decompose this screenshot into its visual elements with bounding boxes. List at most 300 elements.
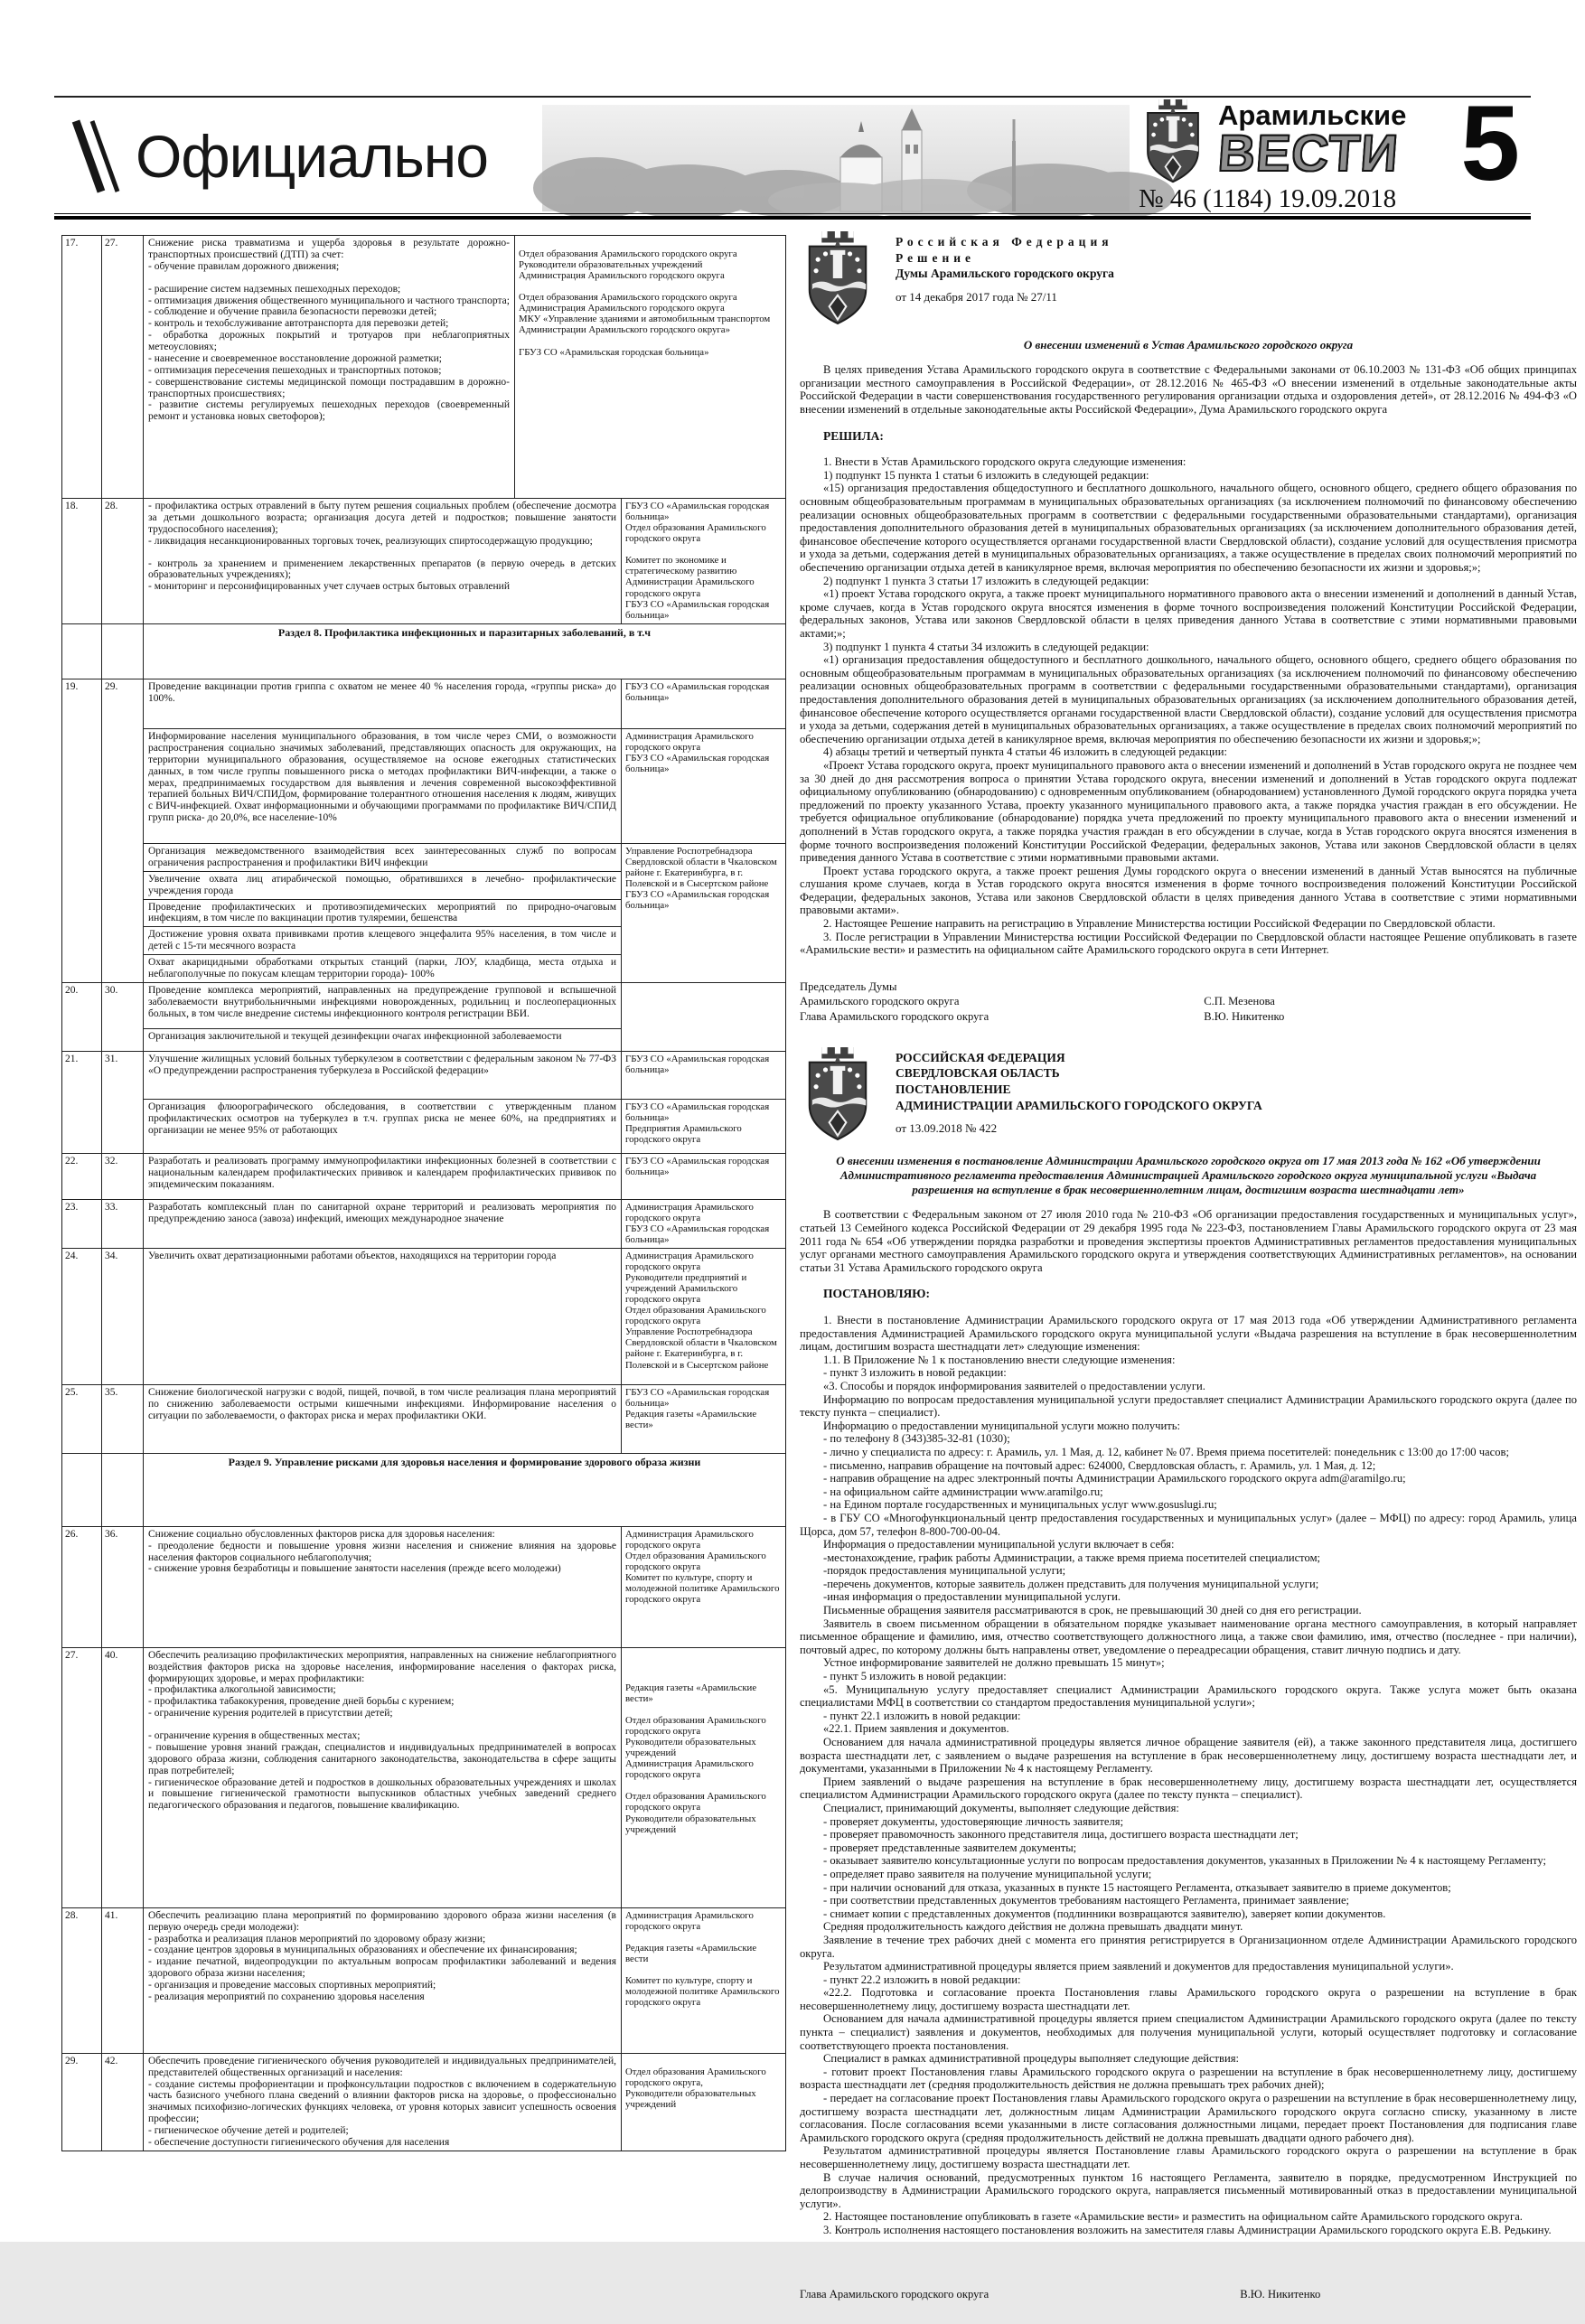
responsible-cell <box>621 1908 785 2053</box>
measure-cell <box>144 1200 621 1248</box>
document-paragraph: - пункт 22.1 изложить в новой редакции: <box>823 1709 1021 1722</box>
document-paragraph: «1) организация предоставления общедоступного и бесплатного дошкольного, начального общего, основного общего, среднего общего образования по основным общеобразовательным программам в муниципальных образовательных организациях (за исключением полномочий по финансовому обеспечению реализации основных общеобразовательных программ в соответствии с федеральными государственными образовательными стандартами), организация предоставления дополнительного образования детей в муниципальных образовательных организациях (за исключением дополнительного образования детей, финансовое обеспечение которого осуществляется органами государственной власти Свердловской области), создание условий для осуществления присмотра и ухода за детьми, содержания детей в муниципальных образовательных организациях, а также осуществление в пределах своих полномочий мероприятий по обеспечению организации отдыха детей в каникулярное время, включая мероприятия по обеспечению безопасности их жизни и здоровья;»; <box>800 653 1577 745</box>
document-paragraph: Информацию о предоставлении муниципальной услуги можно получить: <box>823 1419 1180 1432</box>
measure-line: - профилактика острых отравлений в быту путем решения социальных проблем (обеспечение досмотра за детьми дошкольного возраста; организация досуга детей и подростков; повышение занятости трудоспособного населения); <box>148 501 616 535</box>
coat-of-arms-icon <box>800 231 876 325</box>
measure-line: - обеспечение доступности гигиенического обучения для населения <box>148 2136 450 2148</box>
measure-cell-group <box>144 679 621 729</box>
responsible-line <box>625 1964 782 1975</box>
signature-row <box>800 2288 1577 2301</box>
measure-line: - преодоление бедности и повышение уровня жизни населения и снижение влияния на здоровье населения факторов социального неблагополучия; <box>148 1540 616 1563</box>
responsible-line: МКУ «Управление зданиями и автомобильным транспортом Администрации Арамильского городского округа» <box>519 314 771 336</box>
responsible-line: ГБУЗ СО «Арамильская городская больница» <box>625 753 770 775</box>
document-paragraph: - при соответствии представленных документов требованиям настоящего Регламента, принимает заявление; <box>823 1894 1350 1907</box>
row-number-cell: 27. <box>102 236 144 498</box>
responsible-line: Редакция газеты «Арамильские вести» <box>625 1408 757 1430</box>
document-title: О внесении изменений в Устав Арамильского городского округа <box>1023 338 1354 351</box>
responsible-line: ГБУЗ СО «Арамильская городская больница» <box>625 889 770 912</box>
responsible-line <box>625 1650 782 1661</box>
document-paragraph: - письменно, направив обращение на почтовый адрес: 624000, Свердловская область, г. Арамиль, ул. 1 Мая, д. 12; <box>823 1458 1376 1472</box>
signature-position: Председатель Думы <box>800 979 897 993</box>
measure-line: Информирование населения муниципального образования, в том числе через СМИ, о возможности распространения социально значимых заболеваний, представляющих опасность для окружающих, на территории муниципального образования, осуществляемое на основе ежегодных статистических данных, в том числе группы повышенного риска о методах профилактики ВИЧ-инфекции, а также о мерах, предпринимаемых государством для выявления и лечения современной высокоэффективной терапией больных ВИЧ/СПИДом, формирование толерантного отношения населения к людям, живущих с ВИЧ-инфекцией. Охват информационными и обучающими программами по профилактике ВИЧ/СПИД групп риска- до 20,0%, все население-10% <box>148 731 616 824</box>
signature-row <box>800 1010 1577 1024</box>
responsible-line <box>519 281 782 292</box>
responsible-line: Отдел образования Арамильского городского округа <box>519 292 737 304</box>
document-paragraph: - на официальном сайте администрации www.aramilgo.ru; <box>823 1485 1103 1498</box>
row-number-cell: 29. <box>62 2054 102 2151</box>
row-number-cell: 21. <box>62 1052 102 1100</box>
document-paragraph: - проверяет документы, удостоверяющие личность заявителя; <box>823 1814 1124 1828</box>
table-row <box>62 729 785 844</box>
responsible-line: Руководители образовательных учреждений <box>519 259 703 271</box>
row-number-cell: 34. <box>102 1249 144 1384</box>
measure-cell <box>144 1100 621 1153</box>
measure-line: - мониторинг и персонифицированных учет случаев острых бытовых отравлений <box>148 581 510 593</box>
document-paragraph: 2. Настоящее Решение направить на регистрацию в Управление Министерства юстиции Российской Федерации по Свердловской области. <box>823 917 1496 931</box>
row-number-cell: 31. <box>102 1052 144 1100</box>
responsible-cell <box>621 1648 785 1907</box>
row-number-cell <box>102 844 144 982</box>
responsible-line: Руководители образовательных учреждений <box>625 1737 756 1759</box>
coat-of-arms-icon <box>1139 99 1209 186</box>
responsible-cell <box>621 1527 785 1647</box>
document-header-line: Думы Арамильского городского округа <box>896 267 1114 281</box>
responsible-line: Редакция газеты «Арамильские вести <box>625 1942 757 1964</box>
document-body <box>800 363 1577 957</box>
responsible-cell <box>621 1200 785 1248</box>
document-header-line: СВЕРДЛОВСКАЯ ОБЛАСТЬ <box>896 1066 1060 1081</box>
measure-line: - обработка дорожных покрытий и тротуаров при неблагоприятных метеоусловиях; <box>148 330 510 352</box>
newspaper-logo <box>1139 99 1406 186</box>
section-title: Раздел 9. Управление рисками для здоровья населения и формирование здорового образа жизни <box>228 1455 701 1468</box>
document-paragraph: - пункт 5 изложить в новой редакции: <box>823 1670 1007 1683</box>
measure-line <box>148 548 616 558</box>
measure-line: - гигиеническое обучение детей и родителей; <box>148 2125 349 2136</box>
masthead-rule-thin <box>54 213 1531 214</box>
responsible-line <box>625 1672 782 1682</box>
measure-cell <box>144 679 621 729</box>
responsible-line: Редакция газеты «Арамильские вести» <box>625 1682 757 1704</box>
document-paragraph: - в ГБУ СО «Многофункциональный центр предоставления государственных и муниципальных услуг» (далее – МФЦ) по адресу: город Арамиль, улица Щорса, дом 57, телефон 8-800-700-00-04. <box>800 1511 1577 1538</box>
document-header <box>800 1047 1577 1141</box>
table-row <box>62 1051 785 1100</box>
measure-line: - оптимизация пересечения пешеходных и транспортных потоков; <box>148 364 442 376</box>
document-paragraph: «5. Муниципальную услугу предоставляет специалист Администрации Арамильского городского округа. Также услуга может быть оказана специалистами МФЦ в соответствии со стандартом предоставления муниципальной услуги»; <box>800 1682 1577 1710</box>
document-header-line: Решение <box>896 250 975 265</box>
document-paragraph: «3. Способы и порядок информирования заявителей о предоставлении услуги. <box>823 1379 1205 1392</box>
signature-position: Глава Арамильского городского округа <box>800 1010 989 1024</box>
document-paragraph: - проверяет правомочность законного представителя лица, достигшего возраста шестнадцати лет; <box>823 1828 1299 1841</box>
measure-line: Разработать и реализовать программу иммунопрофилактики инфекционных болезней в соответствии с национальным календарем профилактических прививок и календарем профилактических прививок по эпидемическим показаниям. <box>148 1155 616 1190</box>
responsible-line: Отдел образования Арамильского городского округа <box>625 1791 766 1813</box>
row-number-cell: 26. <box>62 1527 102 1647</box>
responsible-line: Отдел образования Арамильского городского округа <box>625 1714 766 1737</box>
section-title: Раздел 8. Профилактика инфекционных и паразитарных заболеваний, в т.ч <box>277 626 652 639</box>
row-number-cell: 27. <box>62 1648 102 1907</box>
document-paragraph: Заявление в течение трех рабочих дней с момента его принятия регистрируется в Организационном отделе Администрации Арамильского городского округа. <box>800 1933 1577 1960</box>
measure-line: Достижение уровня охвата прививками против клещевого энцефалита 95% населения, в том числе и детей с 15-ти месячного возраста <box>148 929 616 952</box>
responsible-line: ГБУЗ СО «Арамильская городская больница» <box>519 346 709 358</box>
measure-cell-group <box>144 843 621 982</box>
row-number-cell <box>62 1454 102 1526</box>
document-paragraph: 1) подпункт 15 пункта 1 статьи 6 изложить в следующей редакции: <box>823 468 1149 482</box>
document-paragraph: -местонахождение, график работы Администрации, а также время приема посетителей специалистом; <box>823 1551 1321 1564</box>
document-paragraph: Специалист в рамках административной процедуры выполняет следующие действия: <box>823 2052 1240 2066</box>
measure-cell <box>144 927 621 955</box>
measure-line: Проведение профилактических и противоэпидемических мероприятий по природно-очаговым инфекциям, в том числе по вакцинации против туляремии, бешенства <box>148 901 616 924</box>
measure-cell <box>144 1527 621 1647</box>
signature-position: Арамильского городского округа <box>800 995 960 1008</box>
masthead-rule-thick <box>54 216 1531 220</box>
responsible-line: Администрация Арамильского городского округа <box>625 1528 754 1551</box>
document-paragraph: 2) подпункт 1 пункта 3 статьи 17 изложить в следующей редакции: <box>823 574 1149 587</box>
measure-cell-group <box>144 1052 621 1100</box>
document-paragraph: Результатом административной процедуры является прием заявлений и документов для предоставления муниципальной услуги». <box>823 1960 1454 1973</box>
measure-cell <box>144 1154 621 1199</box>
measure-line: - контроль за хранением и применением лекарственных препаратов (в первую очередь в детских образовательных учреждениях); <box>148 558 616 581</box>
table-row <box>62 1153 785 1199</box>
measure-line: - оптимизация движения общественного муниципального и частного транспорта; <box>148 295 510 306</box>
document-paragraph: 2. Настоящее постановление опубликовать в газете «Арамильские вести» и разместить на официальном сайте Арамильского городского округа. <box>823 2210 1523 2224</box>
measure-line: - профилактика алкогольной зависимости; <box>148 1684 336 1696</box>
row-number-cell: 23. <box>62 1200 102 1248</box>
town-photo <box>542 105 1130 211</box>
measure-line <box>148 273 510 284</box>
document-paragraph: Устное информирование заявителей не должно превышать 15 минут»; <box>823 1656 1165 1670</box>
measure-line: Организация межведомственного взаимодействия всех заинтересованных служб по вопросам ограничения распространения и профилактики ВИЧ инфекции <box>148 846 616 868</box>
document-paragraph: 3. После регистрации в Управлении Министерства юстиции Российской Федерации по Свердловской области настоящее Решение опубликовать в газете «Арамильские вести» и разместить на официальном сайте Арамильского городского округа в сети Интернет. <box>800 930 1577 957</box>
document-date: от 13.09.2018 № 422 <box>896 1121 998 1136</box>
responsible-line: Руководители образовательных учреждений <box>625 1813 756 1835</box>
row-number-cell: 19. <box>62 679 102 729</box>
measure-line: - расширение систем надземных пешеходных переходов; <box>148 283 401 295</box>
document-paragraph: Основанием для начала административной процедуры является прием специалистом Администрации Арамильского городского округа (далее по тексту пункта – специалист) заявления и документов, необходимых для получения муниципальной услуги, который осуществляет подготовку и согласование соответствующего проекта постановления. <box>800 2012 1577 2052</box>
document-paragraph: - проверяет представленные заявителем документы; <box>823 1841 1077 1854</box>
responsible-cell <box>621 1249 785 1384</box>
document-paragraph: Средняя продолжительность каждого действия не должна превышать двадцати минут. <box>823 1920 1243 1934</box>
responsible-cell <box>621 728 785 844</box>
document-paragraph: - передает на согласование проект Постановления главы Арамильского городского округа о разрешении на вступление в брак несовершеннолетнему лицу, достигшему возраста шестнадцати лет, должностным лицам Администрации Арамильского городского округа согласно списку, указанному в листе согласования. После согласования всеми указанными в листе согласования должностными лицами, передает проект Постановления для подписания главе Арамильского городского округа (средняя продолжительность действий не должна превышать двадцати одного рабочего дня). <box>800 2092 1577 2144</box>
measure-line: - развитие системы регулируемых пешеходных переходов (своевременный ремонт и установка новых светофоров); <box>148 399 510 423</box>
document-date: от 14 декабря 2017 года № 27/11 <box>896 289 1057 304</box>
responsible-line: Отдел образования Арамильского городского округа, <box>625 2066 766 2088</box>
document-paragraph: 1. Внести в постановление Администрации Арамильского городского округа от 17 мая 2013 года «Об утверждении Административного регламента предоставления Администрацией Арамильского городского округа муниципальной услуги «Выдача разрешения на вступление в брак несовершеннолетним лицам, достигшим возраста шестнадцати лет» следующие изменения: <box>800 1314 1577 1354</box>
document-paragraph: - по телефону 8 (343)385-32-81 (1030); <box>823 1432 1010 1446</box>
responsible-line <box>625 544 782 555</box>
signature-row <box>800 995 1577 1008</box>
responsible-line: Отдел образования Арамильского городского округа <box>519 248 737 259</box>
measure-cell <box>144 1029 621 1051</box>
measure-cell <box>144 844 621 872</box>
responsible-line: Руководители предприятий и учреждений Арамильского городского округа <box>625 1271 747 1306</box>
measure-line: - разработка и реализация планов мероприятий по здоровому образу жизни; <box>148 1933 486 1944</box>
responsible-line: Администрация Арамильского городского округа <box>625 1201 754 1223</box>
responsible-line: ГБУЗ СО «Арамильская городская больница» <box>625 501 770 523</box>
measure-cell <box>144 1052 621 1100</box>
responsible-line <box>625 1661 782 1672</box>
document-paragraph: Прием заявлений о выдаче разрешения на вступление в брак несовершеннолетнему лицу, достигшему возраста шестнадцати лет, осуществляется специалистом Администрации Арамильского городского округа (далее по тексту пункта – специалист). <box>800 1775 1577 1802</box>
measure-cell <box>144 983 621 1029</box>
document-paragraph: Основанием для начала административной процедуры является личное обращение заявителя (ей), а также законного представителя лица, достигшего возраста шестнадцати лет, с заявлением о выдаче разрешения на вступление в брак несовершеннолетнему лицу, достигшему возраста шестнадцати лет, и документами, указанными в Приложении № 4 к настоящему Регламенту. <box>800 1736 1577 1776</box>
table-row <box>62 1907 785 2053</box>
issue-number: № 46 (1184) 19.09.2018 <box>1139 184 1397 213</box>
program-table <box>61 235 786 2151</box>
measure-line: Обеспечить реализацию профилактических мероприятия, направленных на снижение неблагоприятного воздействия факторов риска на здоровье населения, информирование населения о факторах риска, формирующих здоровье, и мерах профилактики: <box>148 1649 616 1684</box>
measure-line: - ликвидация несанкционированных торговых точек, реализующих спиртосодержащую продукцию; <box>148 535 593 547</box>
measure-line: - создание центров здоровья в муниципальных образованиях и обеспечение их финансирования; <box>148 1944 577 1956</box>
document-paragraph: В целях приведения Устава Арамильского городского округа в соответствие с Федеральными законами от 06.10.2003 № 131-ФЗ «Об общих принципах организации местного самоуправления в Российской Федерации», от 28.12.2016 № 465-ФЗ «О внесении изменений в отдельные законодательные акты Российской Федерации в части совершенствования государственного регулирования организации отдыха и оздоровления детей», от 28.12.2016 № 494-ФЗ «О внесении изменений в отдельные законодательные акты Российской Федерации», Дума Арамильского городского округа <box>800 363 1577 417</box>
measure-cell-group <box>144 236 514 498</box>
responsible-line <box>625 1704 782 1715</box>
document-paragraph: - лично у специалиста по адресу: г. Арамиль, ул. 1 Мая, д. 12, кабинет № 07. Время приема посетителей: понедельник с 13:00 до 17:00 часов; <box>823 1445 1509 1458</box>
responsible-line: Управление Роспотребнадзора Свердловской области в Чкаловском районе г. Екатеринбурга, в г. Полевской и в Сысертском районе <box>625 1326 777 1371</box>
row-number-cell: 33. <box>102 1200 144 1248</box>
measure-line <box>148 1720 616 1730</box>
responsible-line: Администрация Арамильского городского округа <box>625 1250 754 1272</box>
table-row <box>62 1100 785 1153</box>
document-paragraph: -иная информация о предоставлении муниципальной услуги. <box>823 1590 1121 1604</box>
responsible-line: Администрация Арамильского городского округа <box>519 303 725 314</box>
responsible-cell <box>621 2054 785 2151</box>
table-row <box>62 2053 785 2151</box>
row-number-cell <box>62 624 102 679</box>
document-paragraph: Специалист, принимающий документы, выполняет следующие действия: <box>823 1801 1179 1814</box>
measure-cell <box>144 872 621 900</box>
document-paragraph: - оказывает заявителю консультационные услуги по вопросам предоставления документов, указанных в Приложении № 4 к настоящему Регламенту; <box>823 1854 1546 1868</box>
document-paragraph: - определяет право заявителя на получение муниципальной услуги; <box>823 1867 1152 1880</box>
measure-cell-group <box>144 1200 621 1248</box>
measure-line: - контроль и техобслуживание автотранспорта для перевозки детей; <box>148 318 449 330</box>
signature-name: В.Ю. Никитенко <box>1204 1010 1285 1024</box>
document-paragraph: В соответствии с Федеральным законом от 27 июля 2010 года № 210-ФЗ «Об организации предоставления государственных и муниципальных услуг», статьей 13 Семейного кодекса Российской Федерации от 29 декабря 1995 года № 223-ФЗ, постановлением Главы Арамильского городского округа от 23 мая 2011 года № 654 «Об утверждении порядка разработки и проведения экспертизы проектов Административных регламентов предоставления муниципальных услуг органами местного самоуправления Арамильского городского округа и утверждения соответствующих Административных регламентов», на основании статьи 31 Устава Арамильского городского округа <box>800 1208 1577 1274</box>
responsible-line: ГБУЗ СО «Арамильская городская больница» <box>625 1386 770 1409</box>
measure-line: - реализация мероприятий по сохранению здоровья населения <box>148 1991 425 2002</box>
responsible-line: ГБУЗ СО «Арамильская городская больница» <box>625 1101 770 1123</box>
paper-name-main: ВЕСТИ <box>1215 125 1401 183</box>
measure-cell <box>144 1648 621 1907</box>
measure-cell-group <box>144 1385 621 1453</box>
row-number-cell: 25. <box>62 1385 102 1453</box>
signature-name: С.П. Мезенова <box>1204 995 1275 1008</box>
measure-cell-group <box>144 1648 621 1907</box>
measure-line: Увеличение охвата лиц атирабической помощью, обратившихся в лечебно- профилактические учреждения города <box>148 873 616 896</box>
table-row <box>62 1384 785 1453</box>
document-paragraph: «15) организация предоставления общедоступного и бесплатного дошкольного, начального общего, основного общего, среднего общего образования по основным общеобразовательным программам в муниципальных образовательных организациях (за исключением полномочий по финансовому обеспечению реализации основных общеобразовательных программ в соответствии с федеральными государственными образовательными стандартами), организация предоставления дополнительного образования детей в муниципальных образовательных организациях (за исключением дополнительного образования детей, финансовое обеспечение которого осуществляется органами государственной власти Свердловской области), создание условий для осуществления присмотра и ухода за детьми, содержания детей в муниципальных образовательных организациях, а также осуществление в пределах своих полномочий мероприятий по обеспечению организации отдыха детей в каникулярное время, включая мероприятия по обеспечению безопасности их жизни и здоровья;»; <box>800 482 1577 575</box>
measure-cell-group <box>144 2054 621 2151</box>
measure-line: Увеличить охват дератизационными работами объектов, находящихся на территории города <box>148 1250 557 1261</box>
document-paragraph: Результатом административной процедуры является Постановление главы Арамильского городского округа о разрешении на вступление в брак несовершеннолетнему лицу, достигшему возраста шестнадцати лет. <box>800 2144 1577 2170</box>
measure-line: - ограничение курения родителей в присутствии детей; <box>148 1708 393 1720</box>
document-paragraph: Информацию по вопросам предоставления муниципальной услуги предоставляет специалист Администрации Арамильского городского округа (далее по тексту пункта – специалист). <box>800 1392 1577 1420</box>
document-paragraph: -перечень документов, которые заявитель должен представить для получения муниципальной услуги; <box>823 1577 1319 1590</box>
row-number-cell: 17. <box>62 236 102 498</box>
measure-cell <box>144 729 621 844</box>
responsible-cell <box>621 843 785 982</box>
administration-decree-document <box>800 1047 1577 2301</box>
measure-cell-group <box>144 728 621 844</box>
measure-cell-group <box>144 983 621 1051</box>
measure-line: - обучение правилам дорожного движения; <box>148 260 340 272</box>
measure-cell <box>144 1385 621 1453</box>
table-row <box>62 236 785 498</box>
document-paragraph: - на Едином портале государственных и муниципальных услуг www.gosuslugi.ru; <box>823 1498 1217 1512</box>
responsible-cell <box>621 1154 785 1199</box>
responsible-line: Администрация Арамильского городского округа <box>519 270 725 282</box>
measure-line: - повышение уровня знаний граждан, специалистов и индивидуальных предпринимателей в вопросах здорового образа жизни, соблюдения санитарного законодательства, законодательства в сфере защиты прав потребителей; <box>148 1741 616 1776</box>
document-paragraph: - при наличии оснований для отказа, указанных в пункте 15 настоящего Регламента, отказывает заявителю в приеме документов; <box>823 1880 1451 1894</box>
table-section-row <box>62 623 785 679</box>
row-number-cell <box>102 1100 144 1153</box>
measure-line: Организация заключительной и текущей дезинфекции очагах инфекционной заболеваемости <box>148 1030 562 1042</box>
table-row <box>62 1199 785 1248</box>
responsible-cell <box>621 983 785 1051</box>
row-number-cell: 41. <box>102 1908 144 2053</box>
measure-cell <box>144 236 514 498</box>
responsible-line: Комитет по экономике и стратегическому развитию Администрации Арамильского городского округа <box>625 555 755 599</box>
signature-row <box>800 980 1577 994</box>
row-number-cell <box>62 729 102 844</box>
measure-line: - организация и проведение массовых спортивных мероприятий; <box>148 1980 436 1991</box>
document-paragraph: «Проект Устава городского округа, проект муниципального правового акта о внесении изменений и дополнений в Устав городского округа не позднее чем за 30 дней до дня рассмотрения вопроса о принятии Устава городского округа, внесении изменений и дополнений в Устав городского округа подлежат официальному опубликованию (обнародованию) с одновременным опубликованием (обнародованием) установленного Думой городского округа порядка учета предложений по проекту указанного Устава, проекту указанного муниципального правового акта, а также порядка участия граждан в его обсуждении. Не требуется официальное опубликование (обнародование) порядка учета предложений по проекту муниципального правового акта о внесении изменений и дополнений в Устав городского округа, а также порядка участия граждан в его обсуждении в случае, когда в Устав городского округа вносятся изменения в форме точного воспроизведения положений Конституции Российской Федерации, федеральных законов, Устава или законов Свердловской области в целях приведения данного Устава в соответствие с этими нормативными правовыми актами. <box>800 758 1577 865</box>
table-row <box>62 1526 785 1647</box>
row-number-cell <box>102 729 144 844</box>
measure-line: - ограничение курения в общественных местах; <box>148 1730 361 1741</box>
responsible-line: Отдел образования Арамильского городского округа <box>625 522 766 545</box>
responsible-line: ГБУЗ СО «Арамильская городская больница» <box>625 681 770 704</box>
document-paragraph: 3. Контроль исполнения настоящего постановления возложить на заместителя главы Администрации Арамильского городского округа Е.В. Редькину. <box>823 2223 1552 2236</box>
document-signatures <box>800 980 1577 1024</box>
measure-line: Снижение социально обусловленных факторов риска для здоровья населения: <box>148 1528 495 1540</box>
table-row <box>62 679 785 729</box>
responsible-line: Администрация Арамильского городского округа <box>625 731 754 754</box>
responsible-line: Руководители образовательных учреждений <box>625 2087 756 2110</box>
measure-line: Проведение вакцинации против гриппа с охватом не менее 40 % населения города, «группы риска» до 100%. <box>148 681 616 704</box>
measure-line: - снижение уровня безработицы и повышение занятости населения (прежде всего молодежи) <box>148 1563 561 1575</box>
signature-name <box>1204 980 1577 994</box>
paper-name-top: Арамильские <box>1218 99 1407 131</box>
measure-line: Обеспечить проведение гигиенического обучения руководителей и индивидуальных предпринимателей, представителей общественных организаций и населения: <box>148 2055 616 2078</box>
measure-cell-group <box>144 1908 621 2053</box>
document-paragraph: «22.1. Прием заявления и документов. <box>823 1722 1009 1736</box>
responsible-line <box>625 1932 782 1943</box>
responsible-cell <box>621 679 785 729</box>
responsible-line: Комитет по культуре, спорту и молодежной политике Арамильского городского округа <box>625 1975 780 2009</box>
document-paragraph: Письменные обращения заявителя рассматриваются в срок, не превышающий 30 дней со дня его регистрации. <box>823 1604 1362 1617</box>
documents-column <box>800 231 1577 2324</box>
coat-of-arms-icon <box>800 1047 876 1141</box>
document-title: О внесении изменения в постановление Администрации Арамильского городского округа от 17 мая 2013 года № 162 «Об утверждении Административного регламента предоставления Администрацией Арамильского городского округа муниципальной услуги «Выдача разрешения на вступление в брак несовершеннолетним лицам, достигшим возраста шестнадцати лет» <box>836 1153 1541 1197</box>
document-paragraph: 1. Внести в Устав Арамильского городского округа следующие изменения: <box>823 455 1186 469</box>
responsible-cell <box>621 1099 785 1153</box>
document-paragraph: 4) абзацы третий и четвертый пункта 4 статьи 46 изложить в следующей редакции: <box>823 745 1227 759</box>
document-paragraph: - направив обращение на адрес электронный почты Администрации Арамильского городского округа adm@aramilgo.ru; <box>823 1472 1406 1485</box>
measure-cell-group <box>144 1154 621 1199</box>
measure-cell-group <box>144 1249 621 1384</box>
responsible-line: Отдел образования Арамильского городского округа <box>625 1550 766 1572</box>
responsible-line <box>625 1780 782 1791</box>
measure-line: - гигиеническое образование детей и подростков в дошкольных образовательных учреждениях и школах и повышение гигиенической грамотности выпускников областных учебных заведений среднего педагогического образования и педагогов, повышение квалификацию. <box>148 1776 616 1812</box>
measure-cell <box>144 900 621 928</box>
measure-line: - издание печатной, видеопродукции по актуальным вопросам профилактики заболеваний и ведения здорового образа жизни населения; <box>148 1956 616 1980</box>
row-number-cell: 30. <box>102 983 144 1051</box>
document-header-line: РОССИЙСКАЯ ФЕДЕРАЦИЯ <box>896 1050 1065 1064</box>
row-number-cell: 18. <box>62 499 102 623</box>
row-number-cell: 35. <box>102 1385 144 1453</box>
document-section-heading: ПОСТАНОВЛЯЮ: <box>823 1287 930 1301</box>
table-row <box>62 498 785 623</box>
document-paragraph: -порядок предоставления муниципальной услуги; <box>823 1564 1066 1578</box>
measure-line: Охват акарицидными обработками открытых станций (парки, ЛОУ, кладбища, места отдыха и неблагополучные по покусам клещам территории города)- 100% <box>148 957 616 979</box>
measure-line: Организация флюорографического обследования, в соответствии с утвержденным планом профилактических осмотров на туберкулез в т.ч. группах риска не менее 60%, на предприятиях и организации не менее 95% от работающих <box>148 1101 616 1136</box>
responsible-line: ГБУЗ СО «Арамильская городская больница» <box>625 1223 770 1245</box>
responsible-line: Администрация Арамильского городского округа <box>625 1909 754 1932</box>
measure-cell <box>144 1249 621 1384</box>
document-paragraph: Проект устава городского округа, а также проект решения Думы городского округа о внесении изменений в данный Устав выносятся на публичные слушания кроме случаев, когда в Устав городского округа вносятся изменения в форме точного воспроизведения положений Конституции Российской Федерации, федеральных законов, Устава или законов Свердловской области в целях приведения данного Устава в соответствие с этими нормативными правовыми актами». <box>800 864 1577 917</box>
table-row <box>62 1647 785 1907</box>
responsible-line: Отдел образования Арамильского городского округа <box>625 1305 766 1327</box>
responsible-line: ГБУЗ СО «Арамильская городская больница» <box>625 1053 770 1075</box>
row-number-cell: 29. <box>102 679 144 729</box>
row-number-cell: 22. <box>62 1154 102 1199</box>
row-number-cell: 40. <box>102 1648 144 1907</box>
measure-line: Обеспечить реализацию плана мероприятий по формированию здорового образа жизни населения (в первую очередь среди молодежи): <box>148 1909 616 1933</box>
signature-position: Глава Арамильского городского округа <box>800 2287 989 2301</box>
measure-line: Снижение биологической нагрузки с водой, пищей, почвой, в том числе реализация плана мероприятий по снижению заболеваемости острыми кишечными инфекциями. Информирование населения о ситуации по заболеваемости, о факторах риска и мерах профилактики ОКИ. <box>148 1386 616 1421</box>
row-number-cell: 24. <box>62 1249 102 1384</box>
responsible-cell <box>514 236 785 498</box>
measure-line: - создание системы профориентации и профконсультации подростков с включением в содержательную часть базисного учебного плана сведений о влиянии факторов риска на здоровье, о профессионально значимых психофизио-логических функциях человека, от уровня которых зависит успешность освоения профессии; <box>148 2078 616 2125</box>
measure-cell-group <box>144 499 621 623</box>
document-paragraph: 3) подпункт 1 пункта 4 статьи 34 изложить в следующей редакции: <box>823 640 1149 653</box>
official-slash-icon <box>70 117 123 195</box>
responsible-line: Администрация Арамильского городского округа <box>625 1758 754 1781</box>
measure-line: - нанесение и своевременное восстановление дорожной разметки; <box>148 352 442 364</box>
row-number-cell: 28. <box>62 1908 102 2053</box>
document-signatures <box>800 2288 1577 2301</box>
masthead <box>54 84 1531 213</box>
measure-line: Разработать комплексный план по санитарной охране территорий и реализовать мероприятия по предупреждению заноса (завоза) инфекций, имеющих международное значение <box>148 1201 616 1224</box>
responsible-cell <box>621 1052 785 1100</box>
table-row <box>62 1248 785 1384</box>
measure-cell-group <box>144 1527 621 1647</box>
document-paragraph: Заявитель в своем письменном обращении в обязательном порядке указывает наименование органа местного самоуправления, в который направляет письменное обращение и фамилию, имя, отчество соответствующего должностного лица, а также свои фамилию, имя, отчество (последнее - при наличии), почтовый адрес, по которому должны быть направлены ответ, уведомление о переадресации обращения, ставит личную подпись и дату. <box>800 1616 1577 1656</box>
responsible-line: Предприятия Арамильского городского округа <box>625 1122 742 1145</box>
row-number-cell: 32. <box>102 1154 144 1199</box>
measure-line: - совершенствование системы медицинской помощи пострадавшим в дорожно-транспортных происшествиях; <box>148 376 510 399</box>
table-row <box>62 982 785 1051</box>
responsible-line <box>625 2056 782 2066</box>
row-number-cell: 36. <box>102 1527 144 1647</box>
responsible-line: ГБУЗ СО «Арамильская городская больница» <box>625 598 770 621</box>
responsible-cell <box>621 499 785 623</box>
row-number-cell: 20. <box>62 983 102 1051</box>
row-number-cell <box>62 844 102 982</box>
responsible-line <box>519 336 782 347</box>
measure-line: Улучшение жилищных условий больных туберкулезом в соответствии с федеральным законом № 77-ФЗ «О предупреждении распространения туберкулеза в Российской федерации» <box>148 1053 616 1076</box>
document-header <box>800 231 1577 325</box>
document-header-line: Российская Федерация <box>896 235 1113 248</box>
document-header-line: АДМИНИСТРАЦИИ АРАМИЛЬСКОГО ГОРОДСКОГО ОКРУГА <box>896 1098 1262 1112</box>
responsible-line <box>519 238 782 248</box>
document-paragraph: «1) проект Устава городского округа, а также проект муниципального нормативного правового акта о внесении изменений и дополнений в данный Устав, кроме случаев, когда в Устав городского округа вносятся изменения в форме точного воспроизведения положений Конституции Российской Федерации, федеральных законов, Устава или законов Свердловской области в целях приведения данного Устава в соответствие с этими нормативными правовыми актами;»; <box>800 587 1577 640</box>
table-row <box>62 844 785 982</box>
document-paragraph: Информация о предоставлении муниципальной услуги включает в себя: <box>823 1538 1175 1551</box>
document-body <box>800 1208 1577 2236</box>
row-number-cell <box>102 624 144 679</box>
row-number-cell <box>102 1454 144 1526</box>
responsible-line: Управление Роспотребнадзора Свердловской области в Чкаловском районе г. Екатеринбурга, в г. Полевской и в Сысертском районе <box>625 846 777 890</box>
row-number-cell: 42. <box>102 2054 144 2151</box>
